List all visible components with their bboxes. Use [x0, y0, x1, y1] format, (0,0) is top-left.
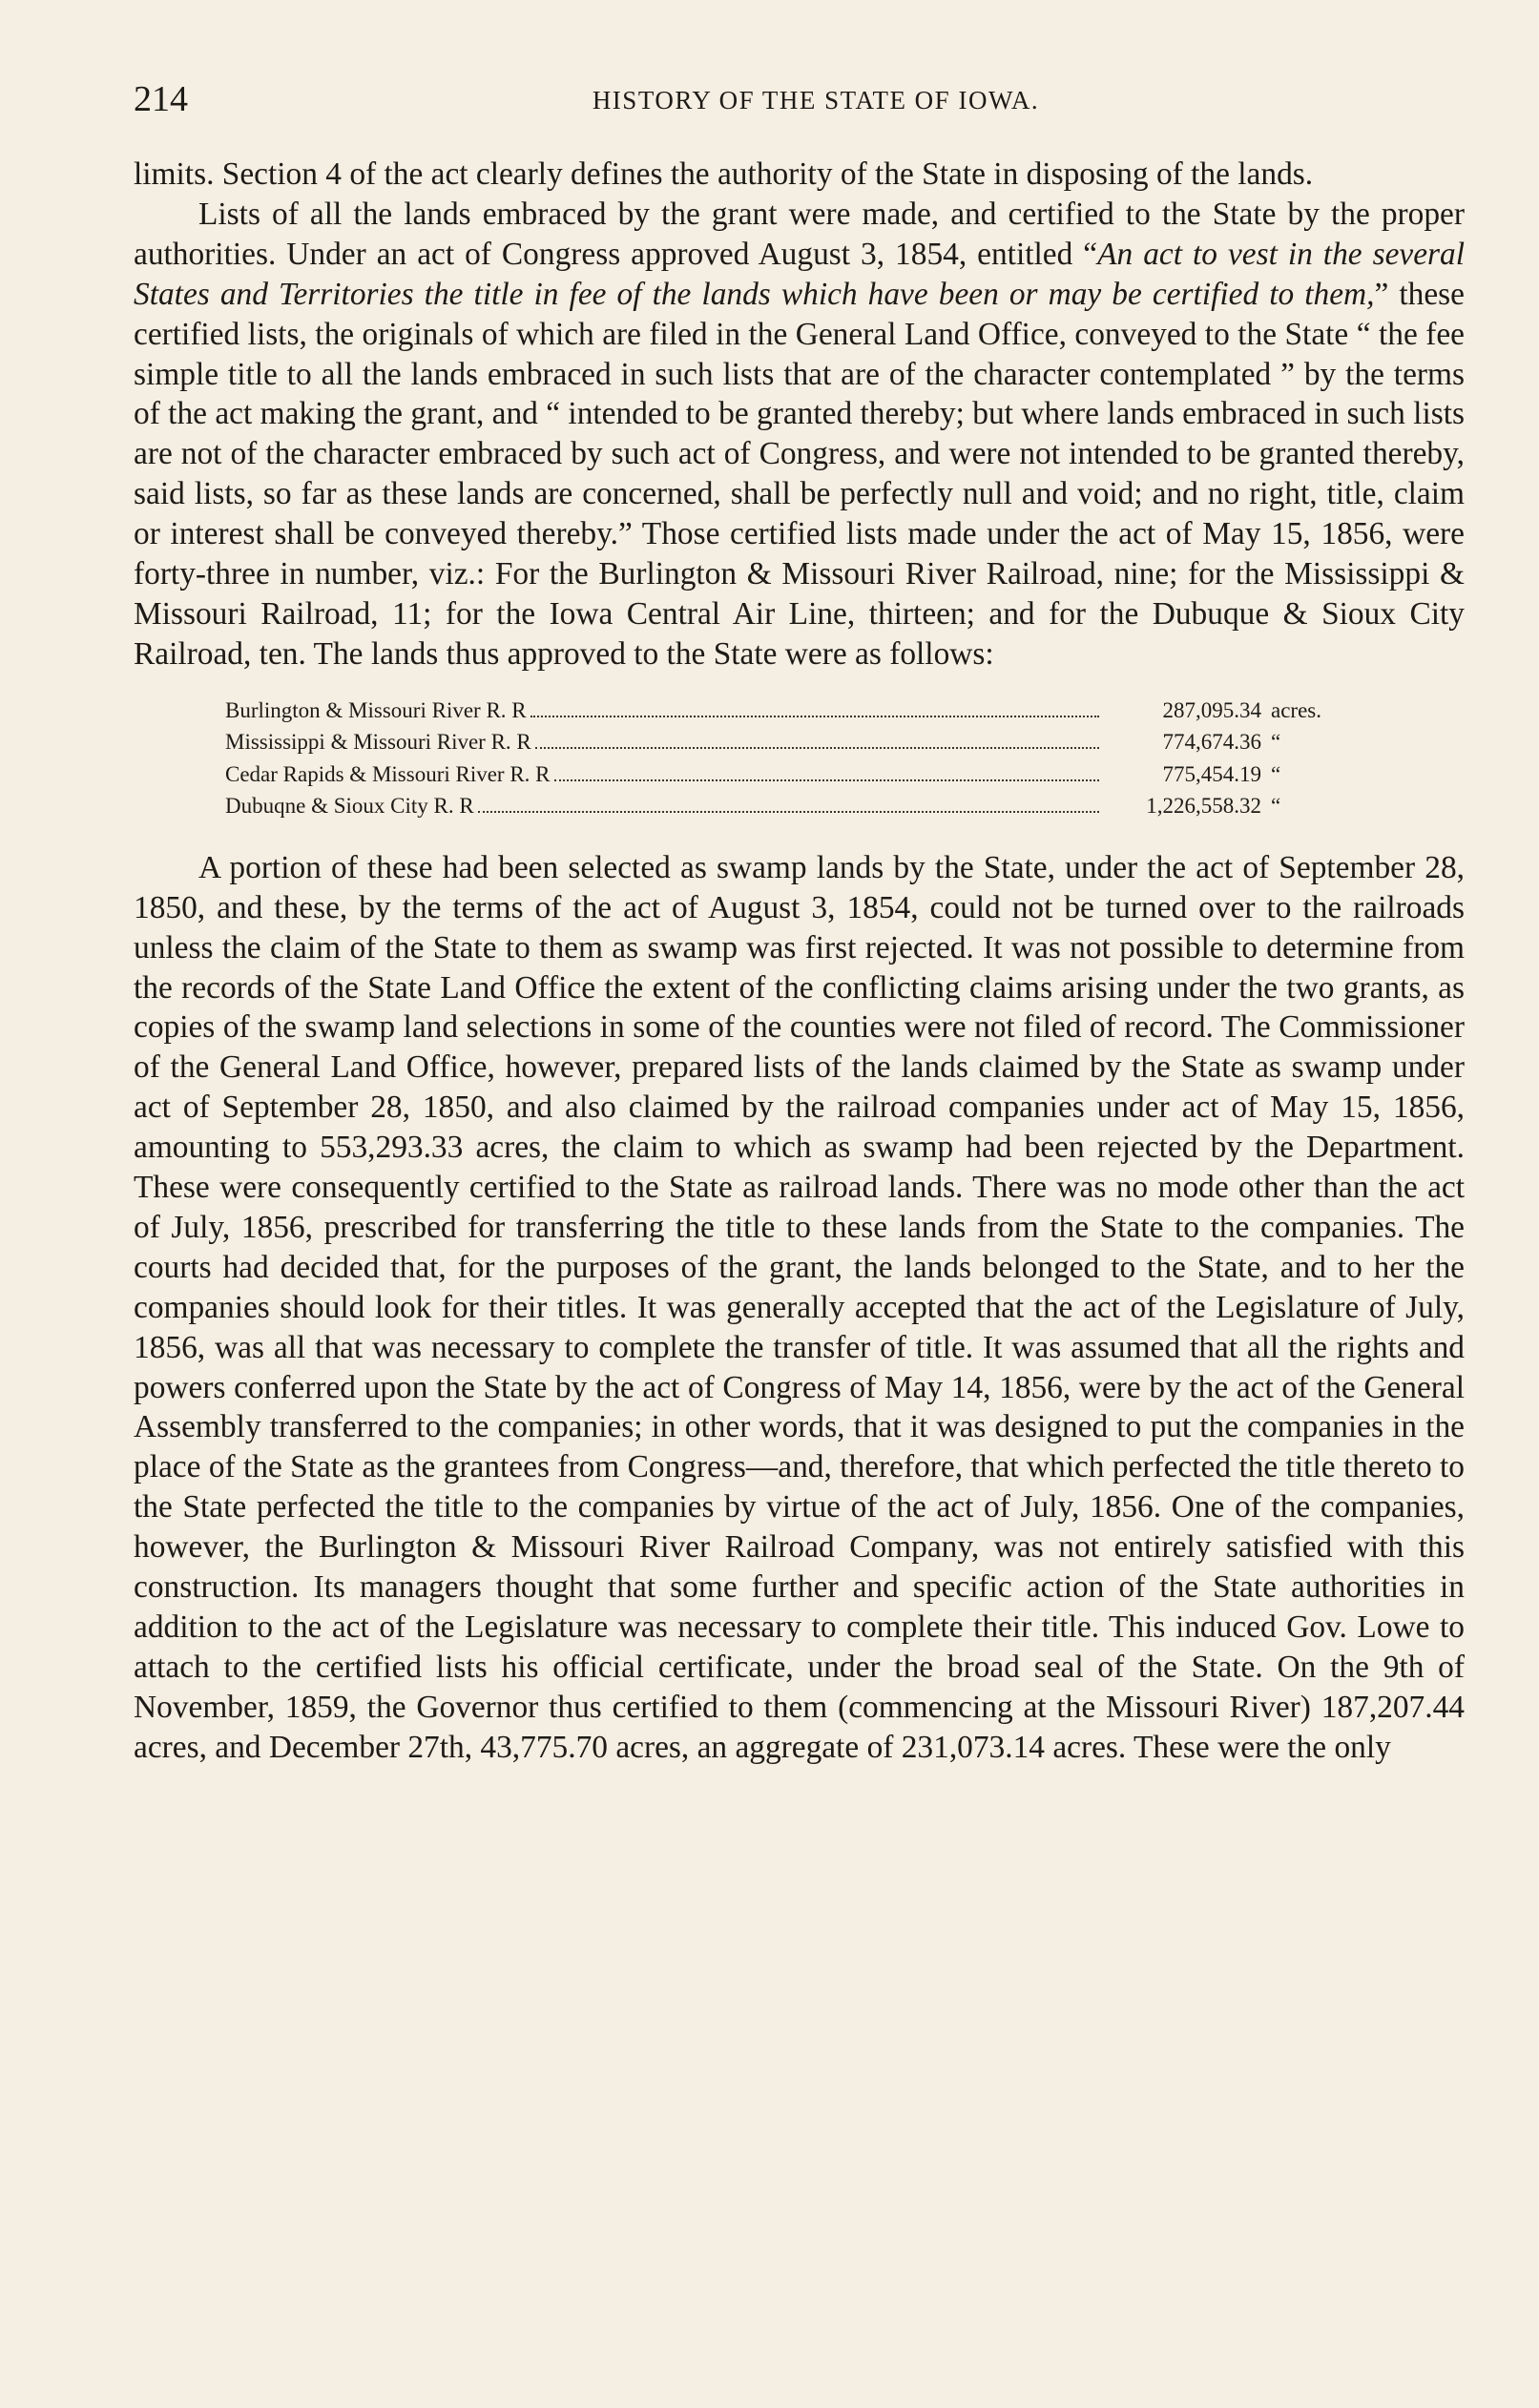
railroad-name: Cedar Rapids & Missouri River R. R	[225, 761, 551, 786]
paragraph-1: limits. Section 4 of the act clearly defines the authority of the State in disposing of the lands.	[134, 156, 1314, 192]
paragraph-2-text-b: ” these certified lists, the originals of which are filed in the General Land Office, conveyed to the State “ the fee simple title to all the lands embraced in such lists that are of the character contemplated ” by the terms of the act making the grant, and “ intended to be granted thereby; but where lands embraced in such lists are not of the character embraced by such act of Congress, and were not intended to be granted thereby, said lists, so far as these lands are concerned, shall be perfectly null and void; and no right, title, claim or interest shall be conveyed thereby.” Those certified lists made under the act of May 15, 1856, were forty-three in number, viz.: For the Burlington & Missouri River Railroad, nine; for the Mississippi & Missouri Railroad, 11; for the Iowa Central Air Line, thirteen; and for the Dubuque & Sioux City Railroad, ten. The lands thus approved to the State were as follows:	[134, 276, 1465, 672]
paragraph-2	[134, 195, 1465, 675]
railroad-name: Burlington & Missouri River R. R	[225, 697, 527, 722]
land-table-row	[225, 695, 1370, 727]
acreage-value: 774,674.36	[1162, 730, 1261, 755]
railroad-name: Mississippi & Missouri River R. R	[225, 730, 531, 755]
acreage-value: 1,226,558.32	[1146, 794, 1261, 819]
page-header	[134, 78, 1498, 126]
acreage-unit: “	[1271, 761, 1281, 786]
dot-leader	[530, 716, 1099, 717]
act-title-italic: An act to vest in the several States and Territories the title in fee of the lands which have been or may be certified to them,	[134, 236, 1465, 312]
land-table	[225, 695, 1370, 822]
acreage-value: 775,454.19	[1162, 761, 1261, 786]
body-text	[134, 155, 1465, 1768]
acreage-value: 287,095.34	[1162, 697, 1261, 722]
dot-leader	[478, 811, 1099, 813]
acreage-unit: “	[1271, 794, 1281, 819]
dot-leader	[535, 747, 1099, 749]
railroad-name: Dubuqne & Sioux City R. R	[225, 794, 474, 819]
land-table-row	[225, 726, 1370, 758]
land-table-row	[225, 790, 1370, 822]
dot-leader	[554, 779, 1099, 781]
land-table-row	[225, 758, 1370, 791]
paragraph-3: A portion of these had been selected as swamp lands by the State, under the act of September 28, 1850, and these, by the terms of the act of August 3, 1854, could not be turned over to the railroads unless the claim of the State to them as swamp was first rejected. It was not possible to determine from the records of the State Land Office the extent of the conflicting claims arising under the two grants, as copies of the swamp land selections in some of the counties were not filed of record. The Commissioner of the General Land Office, however, prepared lists of the lands claimed by the State as swamp under act of September 28, 1850, and also claimed by the railroad companies under act of May 15, 1856, amounting to 553,293.33 acres, the claim to which as swamp had been rejected by the Department. These were consequently certified to the State as railroad lands. There was no mode other than the act of July, 1856, prescribed for transferring the title to these lands from the State to the companies. The courts had decided that, for the purposes of the grant, the lands belonged to the State, and to her the companies should look for their titles. It was generally accepted that the act of the Legislature of July, 1856, was all that was necessary to complete the transfer of title. It was assumed that all the rights and powers conferred upon the State by the act of Congress of May 14, 1856, were by the act of the General Assembly transferred to the companies; in other words, that it was designed to put the companies in the place of the State as the grantees from Congress—and, therefore, that which perfected the title thereto to the State perfected the title to the companies by virtue of the act of July, 1856. One of the companies, however, the Burlington & Missouri River Railroad Company, was not entirely satisfied with this construction. Its managers thought that some further and specific action of the State authorities in addition to the act of the Legislature was necessary to complete their title. This induced Gov. Lowe to attach to the certified lists his official certificate, under the broad seal of the State. On the 9th of November, 1859, the Governor thus certified to them (commencing at the Missouri River) 187,207.44 acres, and December 27th, 43,775.70 acres, an aggregate of 231,073.14 acres. These were the only	[134, 849, 1465, 1765]
running-head: HISTORY OF THE STATE OF IOWA.	[592, 86, 1040, 114]
paragraph-2-text-a: Lists of all the lands embraced by the grant were made, and certified to the State by the proper authorities. Under an act of Congress approved August 3, 1854, entitled “	[134, 196, 1465, 272]
page-number: 214	[134, 79, 188, 119]
acreage-unit: acres.	[1271, 697, 1321, 722]
acreage-unit: “	[1271, 730, 1281, 755]
